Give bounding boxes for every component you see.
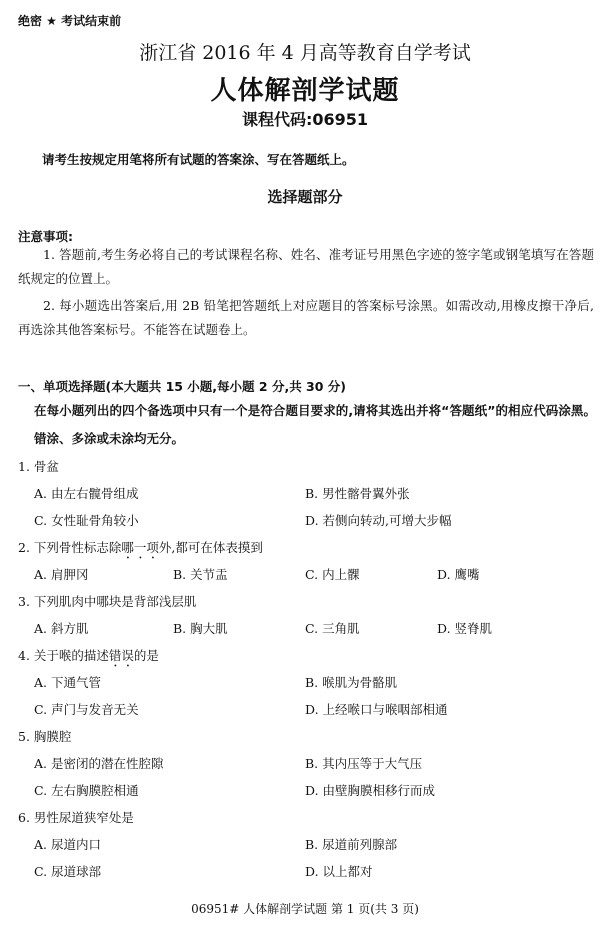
question-3-option-c: C. 三角肌 bbox=[305, 621, 360, 636]
question-6-stem: 6. 男性尿道狭窄处是 bbox=[18, 810, 134, 825]
question-4-option-c: C. 声门与发音无关 bbox=[34, 702, 139, 717]
note-item-2: 2. 每小题选出答案后,用 2B 铅笔把答题纸上对应题目的答案标号涂黑。如需改动,用橡皮擦干净后,再选涂其他答案标号。不能答在试题卷上。 bbox=[18, 298, 594, 337]
question-3-stem: 3. 下列肌肉中哪块是背部浅层肌 bbox=[18, 594, 197, 609]
question-5-option-d: D. 由壁胸膜相移行而成 bbox=[305, 783, 436, 798]
question-4-stem bbox=[18, 646, 159, 670]
question-5-stem: 5. 胸膜腔 bbox=[18, 729, 72, 744]
question-1-option-b: B. 男性髂骨翼外张 bbox=[305, 486, 410, 501]
question-5-option-b: B. 其内压等于大气压 bbox=[305, 756, 423, 771]
question-4-stem-suffix: 的是 bbox=[133, 648, 159, 663]
notes-heading: 注意事项: bbox=[18, 229, 73, 244]
question-2-option-c: C. 内上髁 bbox=[305, 567, 360, 582]
question-4-stem-emphasis: 错误 bbox=[108, 648, 134, 663]
question-2-stem bbox=[18, 538, 263, 562]
question-2-option-d: D. 鹰嘴 bbox=[437, 567, 480, 582]
question-3-option-b: B. 胸大肌 bbox=[173, 621, 228, 636]
page-footer: 06951# 人体解剖学试题 第 1 页(共 3 页) bbox=[191, 902, 419, 916]
question-4-option-b: B. 喉肌为骨骼肌 bbox=[305, 675, 398, 690]
question-5-option-a: A. 是密闭的潜在性腔隙 bbox=[34, 756, 164, 771]
section-heading: 一、单项选择题(本大题共 15 小题,每小题 2 分,共 30 分) bbox=[18, 379, 347, 394]
question-4-option-a: A. 下通气管 bbox=[34, 675, 101, 690]
secret-mark: 绝密 ★ 考试结束前 bbox=[18, 14, 122, 28]
question-2-option-b: B. 关节盂 bbox=[173, 567, 228, 582]
question-2-stem-suffix: 外,都可在体表摸到 bbox=[158, 540, 263, 555]
question-1-option-d: D. 若侧向转动,可增大步幅 bbox=[305, 513, 452, 528]
question-5-option-c: C. 左右胸膜腔相通 bbox=[34, 783, 139, 798]
course-code: 课程代码:06951 bbox=[241, 110, 369, 129]
question-1-stem: 1. 骨盆 bbox=[18, 459, 59, 474]
subject-title: 人体解剖学试题 bbox=[210, 76, 400, 106]
question-6-option-b: B. 尿道前列腺部 bbox=[305, 837, 398, 852]
question-2-option-a: A. 肩胛冈 bbox=[34, 567, 89, 582]
question-1-option-a: A. 由左右髋骨组成 bbox=[34, 486, 139, 501]
question-3-option-a: A. 斜方肌 bbox=[34, 621, 89, 636]
question-1-option-c: C. 女性耻骨角较小 bbox=[34, 513, 139, 528]
answer-instruction: 请考生按规定用笔将所有试题的答案涂、写在答题纸上。 bbox=[42, 152, 355, 167]
question-4-stem-prefix: 4. 关于喉的描述 bbox=[18, 648, 109, 663]
question-6-option-d: D. 以上都对 bbox=[305, 864, 373, 879]
question-2-stem-prefix: 2. 下列骨性标志除 bbox=[18, 540, 122, 555]
section-description: 在每小题列出的四个备选项中只有一个是符合题目要求的,请将其选出并将“答题纸”的相应代码涂黑。错涂、多涂或未涂均无分。 bbox=[34, 403, 596, 446]
note-item-1: 1. 答题前,考生务必将自己的考试课程名称、姓名、准考证号用黑色字迹的签字笔或钢笔填写在答题纸规定的位置上。 bbox=[18, 247, 594, 286]
exam-title: 浙江省 2016 年 4 月高等教育自学考试 bbox=[139, 42, 471, 64]
part-title: 选择题部分 bbox=[267, 188, 343, 206]
question-6-option-c: C. 尿道球部 bbox=[34, 864, 102, 879]
question-3-option-d: D. 竖脊肌 bbox=[437, 621, 493, 636]
question-2-stem-emphasis: 哪一项 bbox=[121, 540, 159, 555]
question-6-option-a: A. 尿道内口 bbox=[34, 837, 101, 852]
question-4-option-d: D. 上经喉口与喉咽部相通 bbox=[305, 702, 448, 717]
